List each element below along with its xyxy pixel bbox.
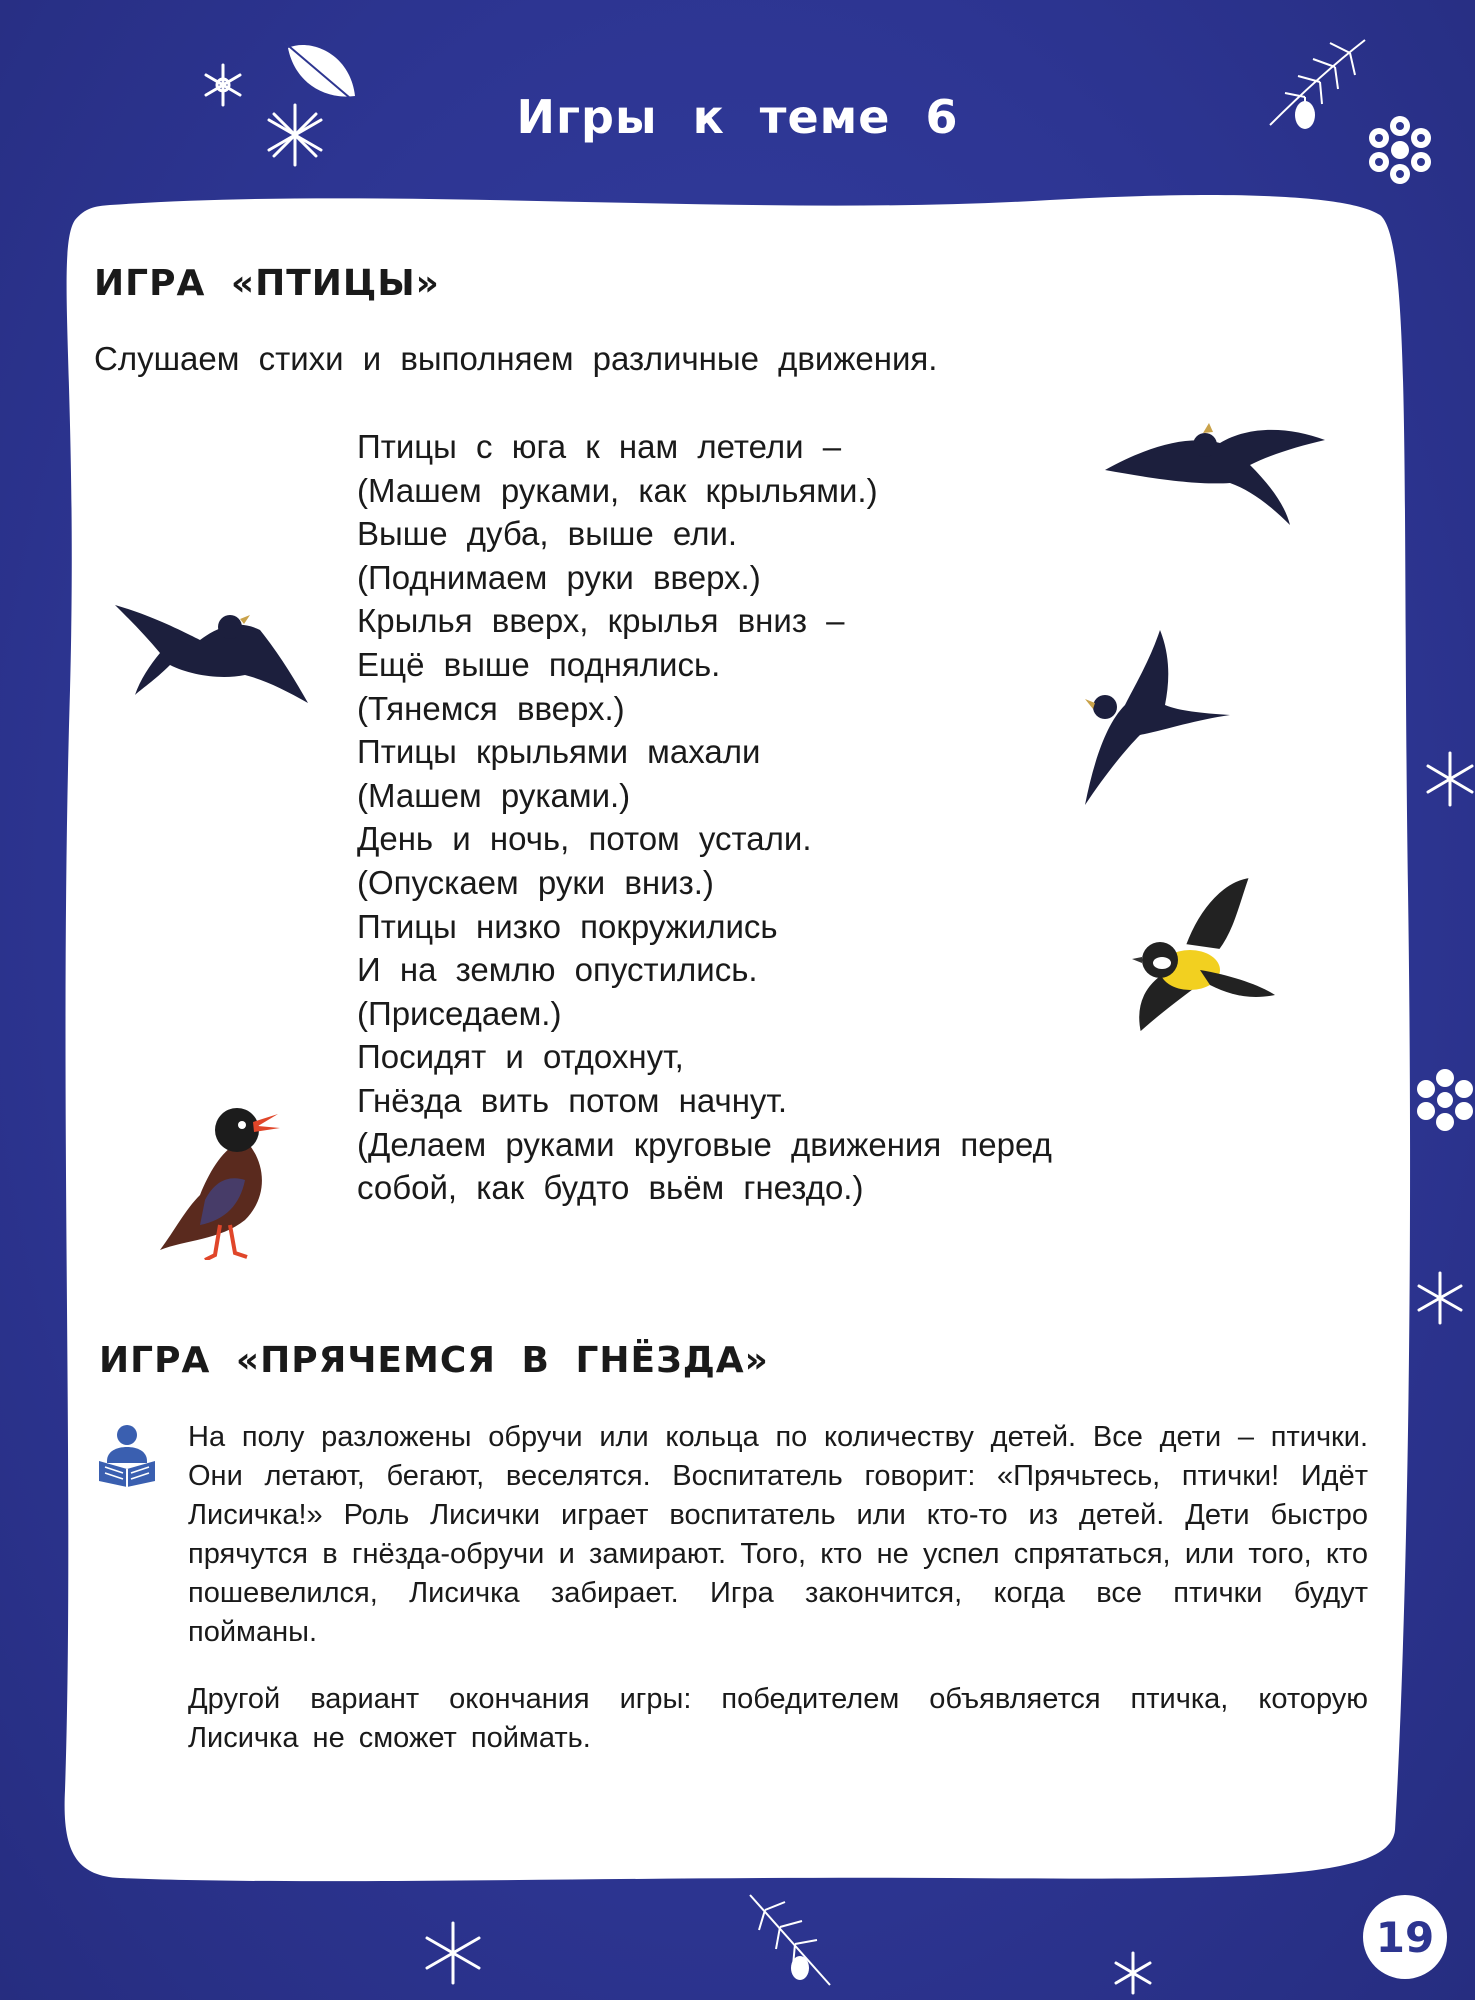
poem-line: Ещё выше поднялись. [357, 645, 721, 683]
game2-paragraph: Другой вариант окончания игры: победителем объявляется птичка, которую Лисичка не сможет поймать. [188, 1683, 1368, 1754]
poem-line: Выше дуба, выше ели. [357, 515, 738, 553]
poem-line: (Опускаем руки вниз.) [357, 863, 714, 901]
swallow-illustration [110, 595, 310, 710]
poem-line: (Поднимаем руки вверх.) [357, 558, 761, 596]
poem-line: И на землю опустились. [357, 951, 758, 989]
game2-paragraph: На полу разложены обручи или кольца по количеству детей. Все дети – птички. Они летают, бегают, веселятся. Воспитатель говорит: «Прячьтесь, птички! Идёт Лисичка!» Роль Лисички играет воспитатель или кто-то из детей. Дети быстро прячутся в гнёзда-обручи и замирают. Того, кто не успел спрятаться, или того, кто пошевелился, Лисичка забирает. Игра закончится, когда все птички будут пойманы. [188, 1421, 1368, 1648]
snowflake-icon [1110, 1950, 1156, 1996]
game1-heading: ИГРА «ПТИЦЫ» [94, 263, 440, 304]
poem-line: Посидят и отдохнут, [357, 1038, 684, 1076]
page-number: 19 [1363, 1895, 1447, 1979]
poem-line: Птицы низко покружились [357, 907, 778, 945]
poem-line: собой, как будто вьём гнездо.) [357, 1169, 864, 1207]
snowflake-icon [420, 1920, 486, 1986]
snowflake-icon [1425, 750, 1475, 808]
pine-branch-icon [740, 1890, 850, 1990]
swallow-illustration [1065, 625, 1235, 810]
poem-line: Крылья вверх, крылья вниз – [357, 602, 845, 640]
poem-line: Птицы крыльями махали [357, 733, 761, 771]
game1-intro: Слушаем стихи и выполняем различные движения. [94, 340, 938, 377]
snowflake-icon [1415, 1065, 1475, 1135]
poem-line: День и ночь, потом устали. [357, 820, 812, 858]
swallow-illustration [1100, 415, 1330, 530]
poem-line: Гнёзда вить потом начнут. [357, 1081, 788, 1119]
poem-line: (Делаем руками круговые движения перед [357, 1125, 1052, 1163]
reader-book-icon [97, 1423, 157, 1487]
poem-line: (Машем руками.) [357, 776, 631, 814]
poem-line: Птицы с юга к нам летели – [357, 428, 842, 465]
snowflake-icon [1415, 1270, 1465, 1326]
poem-line: (Приседаем.) [357, 994, 562, 1032]
game2-description [188, 1418, 1368, 1786]
poem-line: (Тянемся вверх.) [357, 689, 625, 727]
bird-illustration [145, 1100, 295, 1260]
tit-bird-illustration [1130, 875, 1280, 1035]
content-card [50, 190, 1415, 1890]
game2-heading: ИГРА «ПРЯЧЕМСЯ В ГНЁЗДА» [99, 1340, 769, 1381]
poem [357, 425, 1257, 1210]
page-title: Игры к теме 6 [516, 90, 959, 144]
poem-line: (Машем руками, как крыльями.) [357, 471, 878, 509]
